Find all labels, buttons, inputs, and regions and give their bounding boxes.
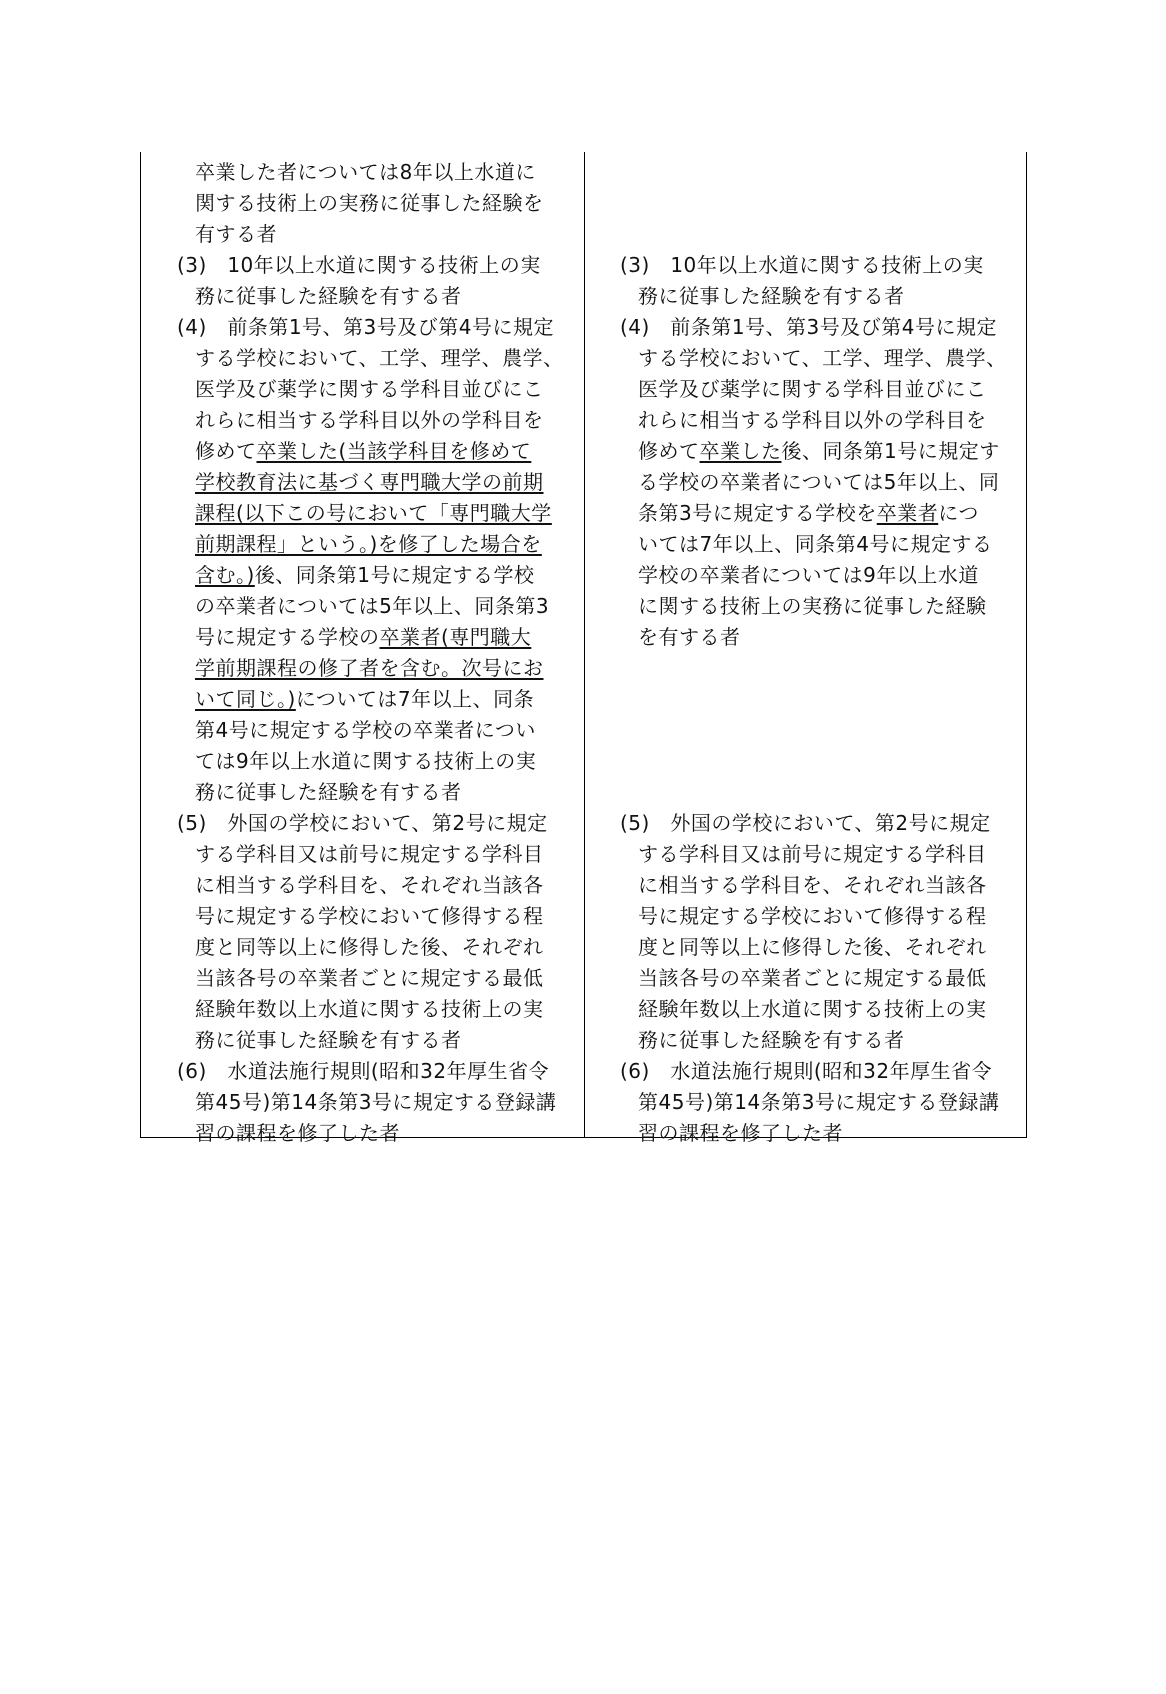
column-divider bbox=[584, 152, 585, 1137]
amended-text: 学校教育法に基づく専門職大学の前期 bbox=[195, 470, 544, 494]
text-line: 第45号)第14条第3号に規定する登録講 bbox=[638, 1090, 1000, 1114]
text-line: に相当する学科目を、それぞれ当該各 bbox=[638, 873, 987, 897]
text-line: ては9年以上水道に関する技術上の実 bbox=[195, 749, 537, 773]
text-line: 学校の卒業者については9年以上水道 bbox=[638, 563, 979, 587]
text-line: 条第3号に規定する学校を卒業者につ bbox=[638, 501, 979, 525]
text-line: 度と同等以上に修得した後、それぞれ bbox=[638, 935, 987, 959]
text-line: する学科目又は前号に規定する学科目 bbox=[195, 842, 544, 866]
amended-text: 卒業者(専門職大 bbox=[379, 625, 532, 649]
amended-text: 卒業した(当該学科目を修めて bbox=[256, 439, 532, 463]
text-line bbox=[195, 529, 542, 560]
item-5-heading: (5) 外国の学校において、第2号に規定 bbox=[177, 811, 548, 835]
text-line: 号に規定する学校の卒業者(専門職大 bbox=[195, 625, 532, 649]
text-line: 務に従事した経験を有する者 bbox=[638, 284, 905, 308]
text-line: 修めて卒業した(当該学科目を修めて bbox=[195, 439, 532, 463]
text-line: 有する者 bbox=[195, 222, 277, 246]
text-line: れらに相当する学科目以外の学科目を bbox=[195, 408, 544, 432]
text-line: に関する技術上の実務に従事した経験 bbox=[638, 594, 987, 618]
text-line bbox=[195, 498, 552, 529]
amended-text: 卒業者 bbox=[876, 501, 939, 525]
text-line: 修めて卒業した後、同条第1号に規定す bbox=[638, 439, 1000, 463]
text-line: に相当する学科目を、それぞれ当該各 bbox=[195, 873, 544, 897]
item-6-heading: (6) 水道法施行規則(昭和32年厚生省令 bbox=[177, 1059, 550, 1083]
text-line: する学科目又は前号に規定する学科目 bbox=[638, 842, 987, 866]
text-line: 習の課程を修了した者 bbox=[195, 1121, 400, 1145]
comparison-table bbox=[140, 152, 1027, 1145]
amended-text: いて同じ。) bbox=[195, 687, 296, 711]
amended-text: 前期課程」という。)を修了した場合を bbox=[195, 532, 542, 556]
text-line: 務に従事した経験を有する者 bbox=[195, 284, 462, 308]
amended-text: 卒業した bbox=[699, 439, 782, 463]
text-line: 経験年数以上水道に関する技術上の実 bbox=[638, 997, 987, 1021]
text-line bbox=[195, 653, 544, 684]
item-3-heading: (3) 10年以上水道に関する技術上の実 bbox=[620, 253, 984, 277]
text-line: する学校において、工学、理学、農学、 bbox=[638, 346, 1007, 370]
text-line: る学校の卒業者については5年以上、同 bbox=[638, 470, 1000, 494]
item-3-heading: (3) 10年以上水道に関する技術上の実 bbox=[177, 253, 541, 277]
text-line: いては7年以上、同条第4号に規定する bbox=[638, 532, 993, 556]
text-line: する学校において、工学、理学、農学、 bbox=[195, 346, 564, 370]
text-line: 経験年数以上水道に関する技術上の実 bbox=[195, 997, 544, 1021]
text-line: を有する者 bbox=[638, 625, 741, 649]
item-4-heading: (4) 前条第1号、第3号及び第4号に規定 bbox=[177, 315, 555, 339]
text-line: 当該各号の卒業者ごとに規定する最低 bbox=[195, 966, 544, 990]
text-line: 号に規定する学校において修得する程 bbox=[638, 904, 987, 928]
text-line: 第45号)第14条第3号に規定する登録講 bbox=[195, 1090, 557, 1114]
item-5-heading: (5) 外国の学校において、第2号に規定 bbox=[620, 811, 991, 835]
text-line: の卒業者については5年以上、同条第3 bbox=[195, 594, 550, 618]
text-line: 号に規定する学校において修得する程 bbox=[195, 904, 544, 928]
text-line: れらに相当する学科目以外の学科目を bbox=[638, 408, 987, 432]
item-4-heading: (4) 前条第1号、第3号及び第4号に規定 bbox=[620, 315, 998, 339]
text-line: 含む。)後、同条第1号に規定する学校 bbox=[195, 563, 535, 587]
text-line: 医学及び薬学に関する学科目並びにこ bbox=[195, 377, 544, 401]
text-line: 関する技術上の実務に従事した経験を bbox=[195, 191, 544, 215]
text-line: いて同じ。)については7年以上、同条 bbox=[195, 687, 535, 711]
amended-text: 含む。) bbox=[195, 563, 255, 587]
text-line: 務に従事した経験を有する者 bbox=[195, 780, 462, 804]
text-line bbox=[195, 467, 544, 498]
text-line: 務に従事した経験を有する者 bbox=[195, 1028, 462, 1052]
amended-text: 学前期課程の修了者を含む。次号にお bbox=[195, 656, 544, 680]
amended-text: 課程(以下この号において「専門職大学 bbox=[195, 501, 552, 525]
text-line: 卒業した者については8年以上水道に bbox=[195, 160, 536, 184]
text-line: 第4号に規定する学校の卒業者につい bbox=[195, 718, 536, 742]
text-line: 習の課程を修了した者 bbox=[638, 1121, 843, 1145]
item-6-heading: (6) 水道法施行規則(昭和32年厚生省令 bbox=[620, 1059, 993, 1083]
text-line: 当該各号の卒業者ごとに規定する最低 bbox=[638, 966, 987, 990]
text-line: 務に従事した経験を有する者 bbox=[638, 1028, 905, 1052]
text-line: 度と同等以上に修得した後、それぞれ bbox=[195, 935, 544, 959]
text-line: 医学及び薬学に関する学科目並びにこ bbox=[638, 377, 987, 401]
